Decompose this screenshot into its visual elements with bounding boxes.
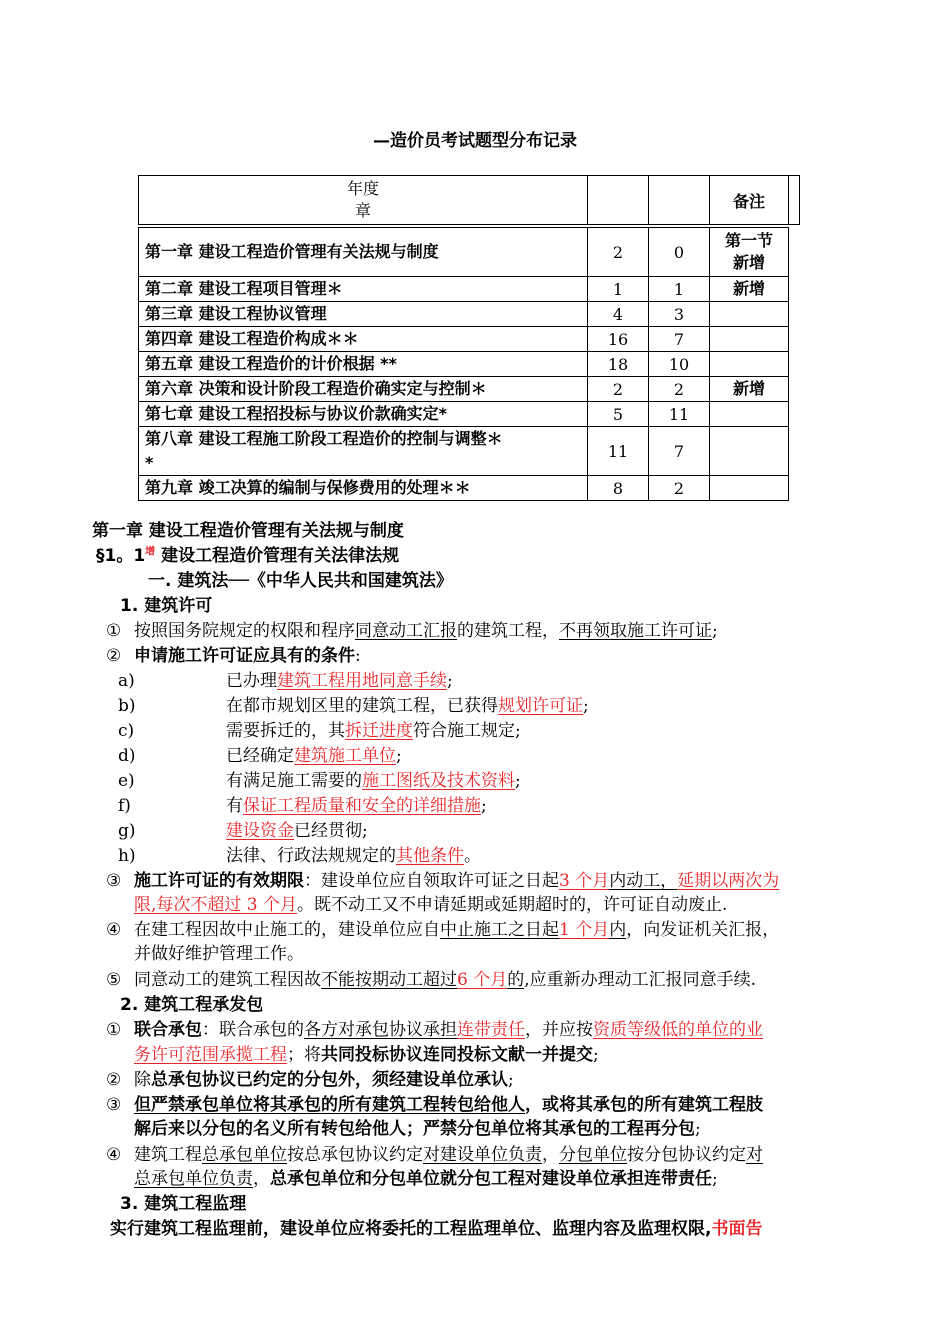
list-item xyxy=(118,691,589,716)
text: 需要拆迁的，其 xyxy=(226,721,345,741)
text: ; xyxy=(396,746,402,766)
list-marker: a) xyxy=(118,671,135,691)
item-3 xyxy=(106,1090,763,1115)
section-sup: 增 xyxy=(145,546,156,558)
marker: ② xyxy=(106,646,122,666)
cell-note: 第一节 新增 xyxy=(710,228,789,277)
text: 符合施工规定; xyxy=(413,721,521,741)
text: ：联合承包的 xyxy=(202,1020,304,1040)
text: 除 xyxy=(134,1070,151,1090)
list-marker: f) xyxy=(118,796,131,816)
text: 。既不动工又不申请延期或延期超时的，许可证自动废止. xyxy=(297,895,728,915)
cell-chapter: 第二章 建设工程项目管理＊ xyxy=(139,277,588,302)
marker: ① xyxy=(106,621,122,641)
text-underline: 同意动工汇报 xyxy=(355,621,457,641)
table-row xyxy=(139,277,789,302)
cell-value-a: 4 xyxy=(588,302,649,327)
text: 建筑工程 xyxy=(134,1145,202,1165)
text: 在建工程因故中止施工的，建设单位应自 xyxy=(134,920,440,940)
table-row xyxy=(139,427,789,476)
cell-value-b: 0 xyxy=(649,228,710,277)
para-1 xyxy=(106,616,718,641)
list-marker: c) xyxy=(118,721,135,741)
text: ， xyxy=(253,1169,270,1189)
heading-1: 1. 建筑许可 xyxy=(120,596,213,616)
text-underline: 对 xyxy=(746,1145,763,1165)
text: 内动工， xyxy=(609,871,678,891)
list-item xyxy=(118,741,402,766)
table-row xyxy=(139,352,789,377)
text: ; xyxy=(447,671,453,691)
text-red: 书面告 xyxy=(711,1219,763,1239)
table-row xyxy=(139,476,789,501)
para-2 xyxy=(106,641,361,666)
header-year: 年度 xyxy=(346,179,379,198)
item-1 xyxy=(106,1015,763,1040)
cell-value-a: 2 xyxy=(588,377,649,402)
text-underline: 总承包单位 xyxy=(202,1145,287,1165)
text-underline: 总承包单位负责 xyxy=(134,1169,253,1189)
cell-value-b: 11 xyxy=(649,402,710,427)
law-title: 一. 建筑法──《中华人民共和国建筑法》 xyxy=(148,571,453,591)
cell-note xyxy=(710,402,789,427)
text-bold: 解后来以分包的名义所有转包给他人；严禁分包单位将其承包的工程再分包 xyxy=(134,1119,695,1139)
list-marker: b) xyxy=(118,696,136,716)
list-item xyxy=(118,791,487,816)
table-row xyxy=(139,327,789,352)
section-heading xyxy=(96,541,399,566)
marker: ② xyxy=(106,1070,122,1090)
section-title: 建设工程造价管理有关法律法规 xyxy=(161,546,400,566)
text: ; xyxy=(712,621,718,641)
marker: ① xyxy=(106,1020,122,1040)
text: ：建设单位应自领取许可证之日起 xyxy=(304,871,559,891)
list-marker: d) xyxy=(118,746,136,766)
cell-chapter: 第八章 建设工程施工阶段工程造价的控制与调整＊ * xyxy=(139,427,588,476)
text-red: 务许可范围承揽工程 xyxy=(134,1045,287,1065)
list-marker: g) xyxy=(118,821,136,841)
table-row xyxy=(139,228,789,277)
text: 。 xyxy=(464,846,481,866)
text-bold: 联合承包 xyxy=(134,1020,202,1040)
text: 已办理 xyxy=(226,671,277,691)
header-col-b xyxy=(649,176,710,225)
para-5 xyxy=(106,965,756,990)
text-bold: ，或将其承包的所有建筑工程肢 xyxy=(525,1095,763,1115)
para-3 xyxy=(106,866,779,891)
cell-chapter: 第七章 建设工程招投标与协议价款确实定* xyxy=(139,402,588,427)
chapter-table xyxy=(138,227,789,501)
text: , xyxy=(705,1219,712,1239)
text: ， xyxy=(542,1145,559,1165)
text-underline: 不再领取施工许可证 xyxy=(559,621,712,641)
list-item xyxy=(118,716,521,741)
text: 在都市规划区里的建筑工程，已获得 xyxy=(226,696,498,716)
table-header xyxy=(138,175,800,225)
text-underline: 不能按期动工超过 xyxy=(321,970,457,990)
cell-note xyxy=(710,427,789,476)
header-chapter: 章 xyxy=(354,201,371,220)
text: 按总承包协议约定 xyxy=(287,1145,423,1165)
text-red: 保证工程质量和安全的详细措施 xyxy=(243,796,481,816)
cell-value-b: 3 xyxy=(649,302,710,327)
cell-value-b: 10 xyxy=(649,352,710,377)
text: 的建筑工程， xyxy=(457,621,559,641)
text: ，向发证机关汇报， xyxy=(626,920,780,940)
text-red: 1 个月 xyxy=(559,920,610,940)
list-item xyxy=(118,666,453,691)
text: : xyxy=(355,646,361,666)
list-item xyxy=(118,841,481,866)
text-red: 资质等级低的单位的业 xyxy=(593,1020,763,1040)
header-year-chapter xyxy=(139,176,588,225)
text: ; xyxy=(508,1070,514,1090)
list-item xyxy=(118,766,521,791)
cell-value-b: 7 xyxy=(649,427,710,476)
chapter-heading: 第一章 建设工程造价管理有关法规与制度 xyxy=(92,521,404,541)
cell-note xyxy=(710,476,789,501)
text: 内 xyxy=(609,920,627,940)
text-red: 6 个月 xyxy=(457,970,508,990)
cell-value-a: 11 xyxy=(588,427,649,476)
text: ; xyxy=(695,1119,701,1139)
page-title: —造价员考试题型分布记录 xyxy=(373,131,577,151)
text-red: 规划许可证 xyxy=(498,696,583,716)
text-bold: 共同投标协议连同投标文献一并提交 xyxy=(321,1045,593,1065)
cell-chapter: 第五章 建设工程造价的计价根据 ** xyxy=(139,352,588,377)
text: 同意动工的建筑工程因故 xyxy=(134,970,321,990)
cell-note: 新增 xyxy=(710,277,789,302)
text: 的 xyxy=(507,970,525,990)
text-red: 建设资金 xyxy=(226,821,294,841)
cell-value-a: 18 xyxy=(588,352,649,377)
cell-value-b: 2 xyxy=(649,476,710,501)
cell-value-a: 16 xyxy=(588,327,649,352)
marker: ③ xyxy=(106,871,122,891)
text-bold: 施工许可证的有效期限 xyxy=(134,871,304,891)
text: 已经确定 xyxy=(226,746,294,766)
para-4 xyxy=(106,915,779,940)
text: ,应重新办理动工汇报同意手续. xyxy=(524,970,757,990)
cell-chapter: 第六章 决策和设计阶段工程造价确实定与控制＊ xyxy=(139,377,588,402)
list-item xyxy=(118,816,368,841)
para-3-cont xyxy=(134,890,727,915)
marker: ④ xyxy=(106,920,122,940)
cell-note: 新增 xyxy=(710,377,789,402)
text: ，并应按 xyxy=(525,1020,593,1040)
cell-chapter: 第九章 竣工决算的编制与保修费用的处理＊＊ xyxy=(139,476,588,501)
text-underline: 中止施工之日起 xyxy=(440,920,559,940)
text-red: 建筑工程用地同意手续 xyxy=(277,671,447,691)
text: ; xyxy=(583,696,589,716)
heading-3: 3. 建筑工程监理 xyxy=(120,1194,247,1214)
text-underline: 分包单位 xyxy=(559,1145,627,1165)
item-4-cont xyxy=(134,1164,718,1189)
text: 有满足施工需要的 xyxy=(226,771,362,791)
cell-chapter: 第四章 建设工程造价构成＊＊ xyxy=(139,327,588,352)
cell-chapter: 第一章 建设工程造价管理有关法规与制度 xyxy=(139,228,588,277)
cell-value-b: 7 xyxy=(649,327,710,352)
text-bold: 严禁承包单位将其承包的所有建筑工程转包给他人 xyxy=(151,1095,525,1115)
item-2 xyxy=(106,1065,514,1090)
cell-value-a: 8 xyxy=(588,476,649,501)
list-marker: h) xyxy=(118,846,136,866)
text: ; xyxy=(481,796,487,816)
header-note: 备注 xyxy=(710,176,789,225)
cell-chapter: 第三章 建设工程协议管理 xyxy=(139,302,588,327)
cell-note xyxy=(710,327,789,352)
text: ; xyxy=(515,771,521,791)
cell-value-a: 1 xyxy=(588,277,649,302)
para-4-cont: 并做好维护管理工作。 xyxy=(134,944,304,964)
table-row xyxy=(139,402,789,427)
table-row xyxy=(139,377,789,402)
text-underline: 对建设单位负责 xyxy=(423,1145,542,1165)
marker: ④ xyxy=(106,1145,122,1165)
text: 实行建筑工程监理前，建设单位应将委托的工程监理单位、监理内容及监理权限 xyxy=(110,1219,705,1239)
item-1-cont xyxy=(134,1040,599,1065)
text: 按分包协议约定 xyxy=(627,1145,746,1165)
item-3-cont xyxy=(134,1114,701,1139)
text-bold: 申请施工许可证应具有的条件 xyxy=(134,646,355,666)
text: 按照国务院规定的权限和程序 xyxy=(134,621,355,641)
item-4 xyxy=(106,1140,763,1165)
marker: ③ xyxy=(106,1095,122,1115)
cell-value-b: 1 xyxy=(649,277,710,302)
text-underline: 各方对承包协议承担 xyxy=(304,1020,457,1040)
text-bold: 总承包单位和分包单位就分包工程对建设单位承担连带责任 xyxy=(270,1169,712,1189)
section-num: §1。1 xyxy=(96,546,146,566)
text: ; xyxy=(712,1169,718,1189)
cell-note xyxy=(710,352,789,377)
text-red: 延期以两次为 xyxy=(677,871,780,891)
cell-value-a: 5 xyxy=(588,402,649,427)
text-red: 3 个月 xyxy=(559,871,610,891)
text-bold: 但 xyxy=(134,1095,151,1115)
text-red: 其他条件 xyxy=(396,846,464,866)
text: 法律、行政法规规定的 xyxy=(226,846,396,866)
last-para xyxy=(110,1214,762,1239)
cell-value-b: 2 xyxy=(649,377,710,402)
header-extra xyxy=(789,176,800,225)
text-red: 施工图纸及技术资料 xyxy=(362,771,515,791)
text: 有 xyxy=(226,796,243,816)
text-bold: 总承包协议已约定的分包外，须经建设单位承认 xyxy=(151,1070,508,1090)
text-red: 建筑施工单位 xyxy=(294,746,396,766)
list-marker: e) xyxy=(118,771,135,791)
text-red: 拆迁进度 xyxy=(345,721,413,741)
table-row xyxy=(139,302,789,327)
heading-2: 2. 建筑工程承发包 xyxy=(120,995,264,1015)
text-red: 限,每次不超过 3 个月 xyxy=(134,895,298,915)
text-red: 连带责任 xyxy=(457,1020,525,1040)
text: ; xyxy=(593,1045,599,1065)
text: 已经贯彻; xyxy=(294,821,368,841)
cell-note xyxy=(710,302,789,327)
text: ；将 xyxy=(287,1045,321,1065)
header-col-a xyxy=(588,176,649,225)
cell-value-a: 2 xyxy=(588,228,649,277)
marker: ⑤ xyxy=(106,970,122,990)
